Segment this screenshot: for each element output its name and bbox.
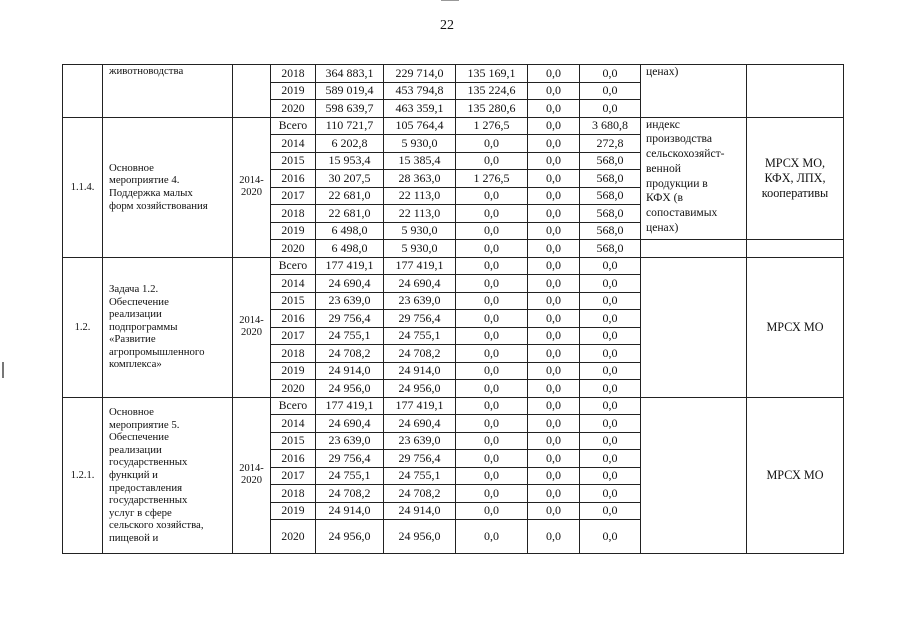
amount-cell-c2: 0,0 bbox=[456, 135, 528, 153]
amount-cell-c4: 0,0 bbox=[580, 502, 641, 520]
amount-cell-total: 589 019,4 bbox=[316, 82, 384, 100]
amount-cell-c1: 177 419,1 bbox=[384, 257, 456, 275]
amount-cell-c2: 0,0 bbox=[456, 292, 528, 310]
amount-cell-c2: 0,0 bbox=[456, 310, 528, 328]
amount-cell-total: 177 419,1 bbox=[316, 257, 384, 275]
amount-cell-c1: 5 930,0 bbox=[384, 240, 456, 258]
amount-cell-c1: 28 363,0 bbox=[384, 170, 456, 188]
year-cell: 2014 bbox=[271, 275, 316, 293]
section-period bbox=[233, 397, 271, 554]
section-code: 1.2. bbox=[63, 257, 103, 397]
amount-cell-c3: 0,0 bbox=[528, 135, 580, 153]
executor-cell-line: МРСХ МО bbox=[766, 319, 824, 334]
amount-cell-c1: 24 956,0 bbox=[384, 380, 456, 398]
year-cell: 2019 bbox=[271, 82, 316, 100]
executor-cell-line: кооперативы bbox=[761, 185, 829, 200]
section-name-line: Основное bbox=[109, 161, 154, 174]
amount-cell-c2: 0,0 bbox=[456, 240, 528, 258]
amount-cell-c3: 0,0 bbox=[528, 187, 580, 205]
amount-cell-c2: 0,0 bbox=[456, 257, 528, 275]
amount-cell-c3: 0,0 bbox=[528, 82, 580, 100]
amount-cell-c4: 0,0 bbox=[580, 432, 641, 450]
amount-cell-c4: 0,0 bbox=[580, 292, 641, 310]
amount-cell-total: 24 755,1 bbox=[316, 327, 384, 345]
amount-cell-total: 24 956,0 bbox=[316, 520, 384, 554]
amount-cell-c4: 0,0 bbox=[580, 362, 641, 380]
amount-cell-c4: 0,0 bbox=[580, 397, 641, 415]
amount-cell-c2: 0,0 bbox=[456, 502, 528, 520]
section-name bbox=[103, 397, 233, 554]
year-cell: Всего bbox=[271, 117, 316, 135]
amount-cell-c3: 0,0 bbox=[528, 152, 580, 170]
amount-cell-total: 30 207,5 bbox=[316, 170, 384, 188]
section-name-line: агропромышленного bbox=[109, 345, 205, 358]
amount-cell-c1: 24 914,0 bbox=[384, 362, 456, 380]
amount-cell-c2: 0,0 bbox=[456, 345, 528, 363]
amount-cell-c4: 0,0 bbox=[580, 467, 641, 485]
amount-cell-c2: 0,0 bbox=[456, 485, 528, 503]
amount-cell-c4: 0,0 bbox=[580, 65, 641, 83]
section-name-line: Задача 1.2. bbox=[109, 282, 159, 295]
year-cell: 2016 bbox=[271, 170, 316, 188]
executor-cell bbox=[747, 257, 844, 397]
section-period bbox=[233, 117, 271, 257]
amount-cell-total: 29 756,4 bbox=[316, 450, 384, 468]
amount-cell-c1: 22 113,0 bbox=[384, 187, 456, 205]
amount-cell-total: 24 690,4 bbox=[316, 275, 384, 293]
amount-cell-total: 6 498,0 bbox=[316, 222, 384, 240]
section-name bbox=[103, 117, 233, 257]
amount-cell-total: 24 708,2 bbox=[316, 345, 384, 363]
amount-cell-c1: 177 419,1 bbox=[384, 397, 456, 415]
year-cell: 2019 bbox=[271, 362, 316, 380]
binding-mark bbox=[2, 362, 4, 378]
year-cell: 2020 bbox=[271, 240, 316, 258]
amount-cell-c1: 453 794,8 bbox=[384, 82, 456, 100]
amount-cell-c4: 568,0 bbox=[580, 187, 641, 205]
indicator-cell-line: ценах) bbox=[646, 65, 679, 78]
section-name-line: мероприятие 4. bbox=[109, 174, 180, 187]
amount-cell-c3: 0,0 bbox=[528, 520, 580, 554]
amount-cell-total: 6 202,8 bbox=[316, 135, 384, 153]
amount-cell-c1: 5 930,0 bbox=[384, 135, 456, 153]
amount-cell-c4: 0,0 bbox=[580, 520, 641, 554]
amount-cell-c1: 105 764,4 bbox=[384, 117, 456, 135]
amount-cell-total: 364 883,1 bbox=[316, 65, 384, 83]
year-cell: Всего bbox=[271, 257, 316, 275]
amount-cell-c2: 0,0 bbox=[456, 397, 528, 415]
amount-cell-c4: 568,0 bbox=[580, 152, 641, 170]
table-row bbox=[63, 397, 844, 415]
amount-cell-c3: 0,0 bbox=[528, 397, 580, 415]
indicator-cell-line: ценах) bbox=[646, 221, 679, 235]
table-row bbox=[63, 117, 844, 135]
section-name-line: государственных bbox=[109, 494, 188, 507]
amount-cell-c2: 0,0 bbox=[456, 380, 528, 398]
year-cell: 2017 bbox=[271, 327, 316, 345]
amount-cell-c3: 0,0 bbox=[528, 222, 580, 240]
amount-cell-c1: 24 956,0 bbox=[384, 520, 456, 554]
amount-cell-c4: 0,0 bbox=[580, 345, 641, 363]
section-name-line: Обеспечение bbox=[109, 431, 169, 444]
indicator-cell bbox=[641, 117, 747, 240]
amount-cell-c2: 0,0 bbox=[456, 152, 528, 170]
indicator-cell-line: сопоставимых bbox=[646, 206, 718, 220]
executor-cell bbox=[747, 65, 844, 118]
indicator-cell-line: венной bbox=[646, 161, 681, 175]
year-cell: 2019 bbox=[271, 222, 316, 240]
amount-cell-c4: 0,0 bbox=[580, 450, 641, 468]
amount-cell-c4: 568,0 bbox=[580, 170, 641, 188]
amount-cell-c2: 0,0 bbox=[456, 467, 528, 485]
section-name-line: Основное bbox=[109, 405, 154, 418]
amount-cell-c4: 3 680,8 bbox=[580, 117, 641, 135]
amount-cell-c1: 24 708,2 bbox=[384, 345, 456, 363]
amount-cell-total: 24 914,0 bbox=[316, 362, 384, 380]
amount-cell-c3: 0,0 bbox=[528, 257, 580, 275]
section-period-line: 2020 bbox=[241, 327, 262, 338]
amount-cell-c1: 24 708,2 bbox=[384, 485, 456, 503]
amount-cell-c4: 0,0 bbox=[580, 82, 641, 100]
amount-cell-c1: 24 755,1 bbox=[384, 327, 456, 345]
amount-cell-c4: 0,0 bbox=[580, 310, 641, 328]
amount-cell-c4: 568,0 bbox=[580, 240, 641, 258]
amount-cell-total: 110 721,7 bbox=[316, 117, 384, 135]
amount-cell-c4: 0,0 bbox=[580, 275, 641, 293]
year-cell: 2017 bbox=[271, 467, 316, 485]
indicator-cell bbox=[641, 65, 747, 118]
amount-cell-c2: 0,0 bbox=[456, 362, 528, 380]
amount-cell-total: 23 639,0 bbox=[316, 432, 384, 450]
amount-cell-total: 24 956,0 bbox=[316, 380, 384, 398]
amount-cell-c4: 568,0 bbox=[580, 222, 641, 240]
amount-cell-c3: 0,0 bbox=[528, 467, 580, 485]
amount-cell-c2: 0,0 bbox=[456, 520, 528, 554]
amount-cell-c3: 0,0 bbox=[528, 415, 580, 433]
year-cell: 2014 bbox=[271, 135, 316, 153]
amount-cell-total: 29 756,4 bbox=[316, 310, 384, 328]
executor-cell bbox=[747, 240, 844, 258]
section-name-line: сельского хозяйства, bbox=[109, 519, 204, 532]
section-name-line: предоставления bbox=[109, 481, 183, 494]
amount-cell-total: 23 639,0 bbox=[316, 292, 384, 310]
section-name-line: функций и bbox=[109, 468, 158, 481]
section-code: 1.2.1. bbox=[63, 397, 103, 554]
year-cell: 2018 bbox=[271, 65, 316, 83]
section-name-line: Поддержка малых bbox=[109, 187, 193, 199]
amount-cell-c4: 272,8 bbox=[580, 135, 641, 153]
amount-cell-c1: 5 930,0 bbox=[384, 222, 456, 240]
table-body bbox=[63, 65, 844, 554]
year-cell: 2020 bbox=[271, 380, 316, 398]
section-name bbox=[103, 65, 233, 118]
section-name-line: пищевой и bbox=[109, 531, 159, 544]
amount-cell-total: 6 498,0 bbox=[316, 240, 384, 258]
executor-cell-line: МРСХ МО, bbox=[764, 156, 826, 171]
amount-cell-c2: 135 280,6 bbox=[456, 100, 528, 118]
section-name-line: комплекса» bbox=[109, 358, 162, 371]
amount-cell-total: 24 755,1 bbox=[316, 467, 384, 485]
amount-cell-c3: 0,0 bbox=[528, 292, 580, 310]
amount-cell-c3: 0,0 bbox=[528, 362, 580, 380]
year-cell: 2020 bbox=[271, 520, 316, 554]
amount-cell-total: 24 914,0 bbox=[316, 502, 384, 520]
section-period bbox=[233, 65, 271, 118]
section-name-line: «Развитие bbox=[109, 333, 156, 346]
amount-cell-c1: 229 714,0 bbox=[384, 65, 456, 83]
year-cell: 2015 bbox=[271, 152, 316, 170]
amount-cell-c3: 0,0 bbox=[528, 65, 580, 83]
amount-cell-c3: 0,0 bbox=[528, 345, 580, 363]
amount-cell-c1: 463 359,1 bbox=[384, 100, 456, 118]
year-cell: 2019 bbox=[271, 502, 316, 520]
section-name-line: мероприятие 5. bbox=[109, 418, 180, 431]
amount-cell-c4: 0,0 bbox=[580, 100, 641, 118]
executor-cell-line: КФХ, ЛПХ, bbox=[764, 170, 826, 185]
year-cell: 2017 bbox=[271, 187, 316, 205]
section-name-line: подпрограммы bbox=[109, 320, 178, 333]
executor-cell bbox=[747, 397, 844, 554]
amount-cell-c1: 23 639,0 bbox=[384, 292, 456, 310]
section-period-line: 2014- bbox=[239, 315, 264, 326]
amount-cell-c2: 0,0 bbox=[456, 205, 528, 223]
amount-cell-c3: 0,0 bbox=[528, 485, 580, 503]
section-name-line: реализации bbox=[109, 308, 162, 321]
amount-cell-total: 22 681,0 bbox=[316, 205, 384, 223]
section-period-line: 2014- bbox=[239, 175, 264, 186]
year-cell: 2020 bbox=[271, 100, 316, 118]
table-row bbox=[63, 257, 844, 275]
year-cell: Всего bbox=[271, 397, 316, 415]
section-name-line: государственных bbox=[109, 456, 188, 469]
amount-cell-total: 15 953,4 bbox=[316, 152, 384, 170]
indicator-cell bbox=[641, 257, 747, 397]
year-cell: 2014 bbox=[271, 415, 316, 433]
executor-cell-line: МРСХ МО bbox=[766, 467, 824, 482]
amount-cell-c3: 0,0 bbox=[528, 432, 580, 450]
amount-cell-c3: 0,0 bbox=[528, 100, 580, 118]
amount-cell-c1: 24 755,1 bbox=[384, 467, 456, 485]
amount-cell-c1: 22 113,0 bbox=[384, 205, 456, 223]
amount-cell-c2: 0,0 bbox=[456, 450, 528, 468]
amount-cell-c4: 0,0 bbox=[580, 327, 641, 345]
indicator-cell-line: КФХ (в bbox=[646, 191, 683, 205]
amount-cell-c3: 0,0 bbox=[528, 450, 580, 468]
amount-cell-c2: 0,0 bbox=[456, 222, 528, 240]
section-period-line: 2020 bbox=[241, 187, 262, 198]
amount-cell-c4: 0,0 bbox=[580, 257, 641, 275]
section-name-line: реализации bbox=[109, 443, 162, 456]
amount-cell-c1: 23 639,0 bbox=[384, 432, 456, 450]
section-period-line: 2014- bbox=[239, 463, 264, 475]
year-cell: 2016 bbox=[271, 310, 316, 328]
amount-cell-c2: 0,0 bbox=[456, 327, 528, 345]
amount-cell-c4: 568,0 bbox=[580, 205, 641, 223]
indicator-cell bbox=[641, 397, 747, 554]
amount-cell-c3: 0,0 bbox=[528, 502, 580, 520]
amount-cell-c3: 0,0 bbox=[528, 240, 580, 258]
year-cell: 2016 bbox=[271, 450, 316, 468]
amount-cell-c3: 0,0 bbox=[528, 327, 580, 345]
amount-cell-c1: 15 385,4 bbox=[384, 152, 456, 170]
amount-cell-c1: 29 756,4 bbox=[384, 310, 456, 328]
section-name bbox=[103, 257, 233, 397]
amount-cell-c4: 0,0 bbox=[580, 415, 641, 433]
section-code bbox=[63, 65, 103, 118]
amount-cell-c2: 1 276,5 bbox=[456, 117, 528, 135]
indicator-cell-line: сельскохозяйст- bbox=[646, 147, 725, 161]
amount-cell-c2: 0,0 bbox=[456, 432, 528, 450]
table-row bbox=[63, 65, 844, 83]
amount-cell-c2: 0,0 bbox=[456, 275, 528, 293]
section-period bbox=[233, 257, 271, 397]
amount-cell-c3: 0,0 bbox=[528, 380, 580, 398]
indicator-cell-line: продукции в bbox=[646, 176, 708, 190]
amount-cell-c1: 24 914,0 bbox=[384, 502, 456, 520]
page-number: 22 bbox=[440, 18, 454, 33]
year-cell: 2018 bbox=[271, 345, 316, 363]
amount-cell-c3: 0,0 bbox=[528, 117, 580, 135]
amount-cell-total: 177 419,1 bbox=[316, 397, 384, 415]
year-cell: 2018 bbox=[271, 485, 316, 503]
amount-cell-c1: 29 756,4 bbox=[384, 450, 456, 468]
amount-cell-c1: 24 690,4 bbox=[384, 275, 456, 293]
indicator-cell-line: индекс bbox=[646, 117, 680, 131]
amount-cell-c4: 0,0 bbox=[580, 380, 641, 398]
indicator-cell bbox=[641, 240, 747, 258]
amount-cell-total: 24 690,4 bbox=[316, 415, 384, 433]
section-code: 1.1.4. bbox=[63, 117, 103, 257]
amount-cell-total: 598 639,7 bbox=[316, 100, 384, 118]
amount-cell-c2: 0,0 bbox=[456, 415, 528, 433]
executor-cell bbox=[747, 117, 844, 240]
year-cell: 2015 bbox=[271, 432, 316, 450]
amount-cell-c2: 1 276,5 bbox=[456, 170, 528, 188]
amount-cell-total: 22 681,0 bbox=[316, 187, 384, 205]
amount-cell-c2: 135 224,6 bbox=[456, 82, 528, 100]
amount-cell-c2: 0,0 bbox=[456, 187, 528, 205]
program-table bbox=[62, 64, 844, 554]
amount-cell-c3: 0,0 bbox=[528, 310, 580, 328]
section-name-line: услуг в сфере bbox=[109, 506, 172, 519]
section-name-line: Обеспечение bbox=[109, 295, 169, 308]
amount-cell-c3: 0,0 bbox=[528, 205, 580, 223]
indicator-cell-line: производства bbox=[646, 132, 713, 146]
section-name-line: форм хозяйствования bbox=[109, 199, 208, 212]
amount-cell-c4: 0,0 bbox=[580, 485, 641, 503]
amount-cell-c3: 0,0 bbox=[528, 275, 580, 293]
amount-cell-c2: 135 169,1 bbox=[456, 65, 528, 83]
amount-cell-c1: 24 690,4 bbox=[384, 415, 456, 433]
amount-cell-total: 24 708,2 bbox=[316, 485, 384, 503]
year-cell: 2018 bbox=[271, 205, 316, 223]
top-header-fragment bbox=[441, 0, 459, 4]
amount-cell-c3: 0,0 bbox=[528, 170, 580, 188]
year-cell: 2015 bbox=[271, 292, 316, 310]
section-name-line: животноводства bbox=[109, 65, 184, 77]
section-period-line: 2020 bbox=[241, 475, 262, 487]
